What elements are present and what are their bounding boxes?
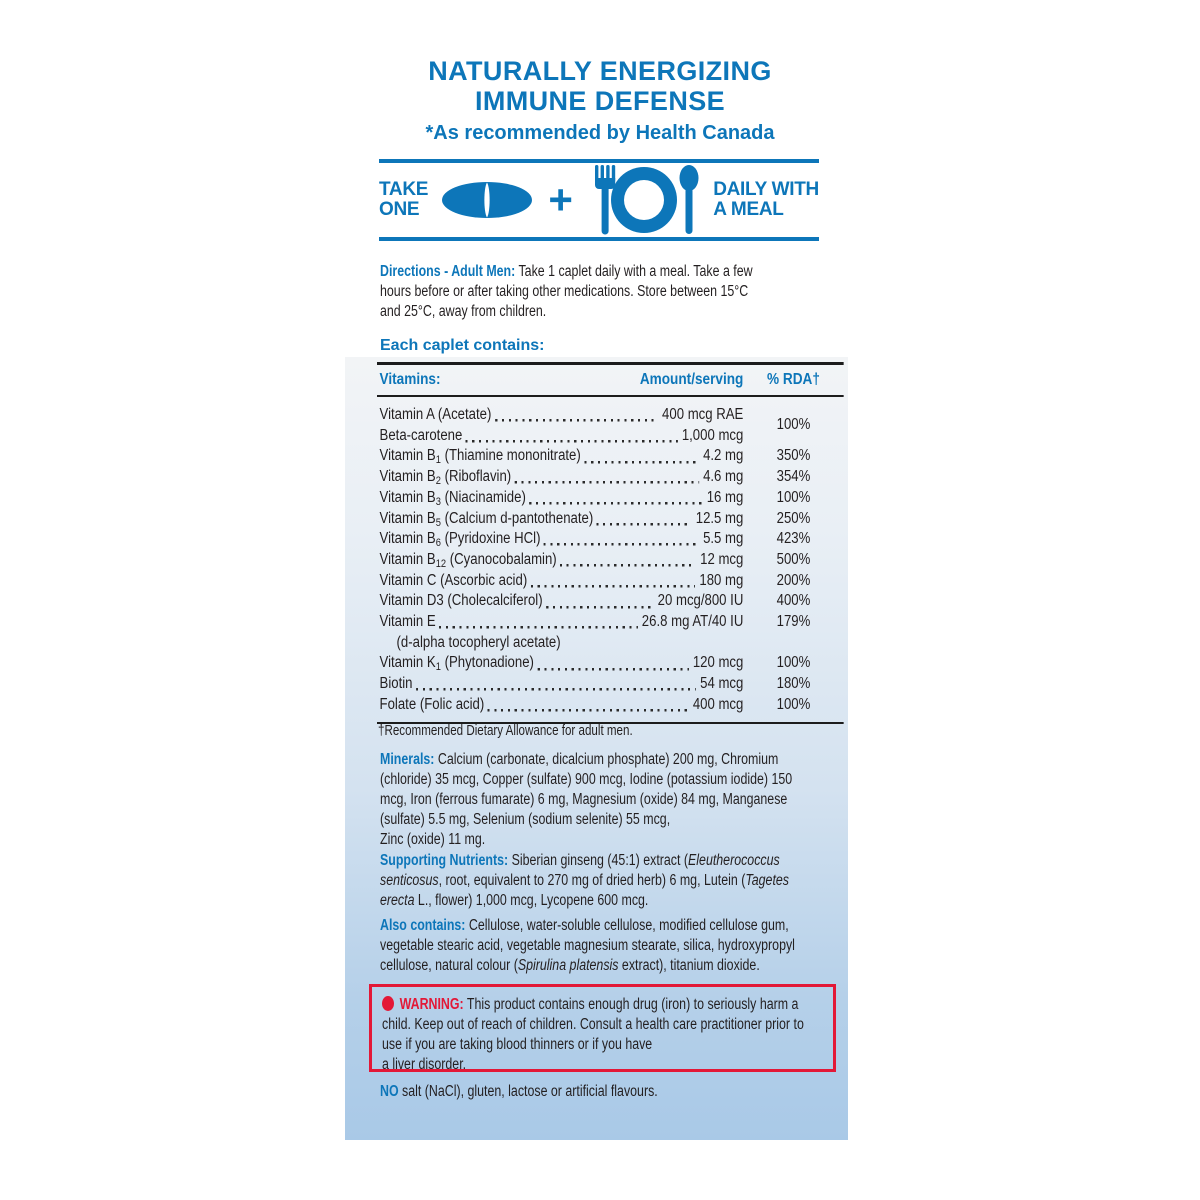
table-row (380, 695, 844, 716)
dot-leader (546, 597, 653, 612)
vitamins-rows (377, 397, 844, 722)
table-row (380, 653, 844, 674)
take-one-label: TAKE ONE (379, 179, 429, 220)
nutrient-name: Folate (Folic acid) (379, 695, 485, 713)
nutrient-rda: 180% (776, 675, 811, 693)
minerals-paragraph: Minerals: Calcium (carbonate, dicalcium phosphate) 200 mg, Chromium (chloride) 35 mcg, Copper (sulfate) 900 mcg, Iodine (potassium iodide) 150 mcg, Iron (ferrous fumarate) 6 mg, Magnesium (oxide) 84 mg, Manganese (sulfate) 5.5 mg, Selenium (sodium selenite) 55 mcg, Zinc (oxide) 11 mg. (380, 751, 793, 848)
nutrient-amount: 400 mcg (692, 695, 744, 713)
warning-box (369, 984, 836, 1072)
nutrient-note: (d-alpha tocopheryl acetate) (396, 633, 561, 651)
table-row (380, 488, 844, 509)
dosage-banner (379, 159, 819, 241)
nutrient-amount: 5.5 mg (703, 530, 744, 548)
table-row (380, 612, 844, 653)
nutrient-name: Vitamin $B_2$ (Riboflavin) (379, 468, 512, 488)
nutrient-rda: 100% (776, 416, 811, 434)
column-header-rda: % RDA† (767, 371, 820, 388)
table-row (380, 674, 844, 695)
nutrient-rda: 423% (776, 530, 811, 548)
nutrient-name: Biotin (379, 675, 413, 693)
table-row (380, 446, 844, 467)
nutrient-amount: 20 mcg/800 IU (657, 592, 744, 610)
column-header-amount: Amount/serving (639, 371, 744, 388)
nutrient-name: Vitamin C (Ascorbic acid) (379, 571, 528, 589)
dot-leader (597, 514, 692, 529)
nutrient-rda: 500% (776, 550, 811, 568)
nutrient-amount: 1,000 mcg (681, 426, 744, 444)
table-row (380, 405, 844, 446)
nutrient-name: Vitamin $K_1$ (Phytonadione) (379, 654, 534, 674)
meal-plate-icon (587, 165, 701, 235)
dot-leader (488, 701, 689, 716)
table-row (380, 529, 844, 550)
nutrient-rda: 100% (776, 654, 811, 672)
nutrient-name: Beta-carotene (379, 426, 463, 444)
nutrient-amount: 16 mg (706, 488, 744, 506)
no-claims-line: NO salt (NaCl), gluten, lactose or artificial flavours. (380, 1083, 658, 1100)
nutrient-name: Vitamin $B_1$ (Thiamine mononitrate) (379, 447, 581, 467)
dot-leader (537, 659, 688, 674)
nutrient-rda: 354% (776, 468, 811, 486)
dot-leader (584, 452, 699, 467)
vitamins-header-row (377, 365, 844, 395)
product-claim-title (0, 56, 1200, 116)
dot-leader (466, 431, 678, 446)
table-row (380, 509, 844, 530)
rda-footnote: †Recommended Dietary Allowance for adult men. (378, 723, 633, 739)
nutrient-rda: 350% (776, 447, 811, 465)
nutrient-amount: 12.5 mg (695, 509, 744, 527)
table-row (380, 571, 844, 592)
nutrient-name: Vitamin $B_5$ (Calcium d-pantothenate) (379, 509, 594, 529)
directions-paragraph: Directions - Adult Men: Take 1 caplet daily with a meal. Take a few hours before or after taking other medications. Store between 15°C and 25°C, away from children. (380, 263, 753, 320)
supporting-nutrients-paragraph: Supporting Nutrients: Siberian ginseng (45:1) extract (Eleutherococcus senticosus, root, equivalent to 270 mg of dried herb) 6 mg, Lutein (Tagetes erecta L., flower) 1,000 mcg, Lycopene 600 mcg. (380, 852, 789, 909)
nutrient-name: Vitamin E (379, 613, 436, 631)
subtitle-health-canada: *As recommended by Health Canada (425, 122, 775, 144)
title-line-1: NATURALLY ENERGIZING (428, 56, 772, 86)
caplet-icon (440, 180, 534, 220)
each-caplet-heading: Each caplet contains: (380, 337, 545, 354)
nutrient-name: Vitamin D3 (Cholecalciferol) (379, 592, 543, 610)
dot-leader (560, 556, 696, 571)
title-line-2: IMMUNE DEFENSE (474, 86, 726, 116)
dot-leader (515, 473, 699, 488)
dot-leader (544, 535, 699, 550)
nutrient-rda: 250% (776, 509, 811, 527)
table-row (380, 467, 844, 488)
nutrient-amount: 26.8 mg AT/40 IU (641, 613, 744, 631)
vitamins-table (377, 362, 926, 724)
nutrient-rda: 100% (776, 488, 811, 506)
nutrient-rda: 179% (776, 613, 811, 631)
nutrient-amount: 120 mcg (692, 654, 744, 672)
dot-leader (439, 618, 637, 633)
column-header-vitamins: Vitamins: (379, 371, 441, 388)
nutrient-amount: 400 mcg RAE (662, 406, 744, 423)
table-row (380, 591, 844, 612)
nutrient-amount: 54 mcg (700, 675, 744, 693)
warning-dot-icon (382, 996, 394, 1011)
warning-paragraph: WARNING: This product contains enough drug (iron) to seriously harm a child. Keep out of reach of children. Consult a health care practitioner prior to use if you are taking blood thinners or if you have a liver disorder. (382, 996, 804, 1073)
nutrient-amount: 12 mcg (700, 550, 744, 568)
daily-with-meal-label: DAILY WITH A MEAL (713, 179, 819, 220)
nutrient-rda: 100% (776, 695, 811, 713)
nutrient-rda: 200% (776, 571, 811, 589)
nutrient-rda: 400% (776, 592, 811, 610)
nutrient-amount: 4.2 mg (703, 447, 744, 465)
dot-leader (531, 576, 696, 591)
dot-leader (495, 411, 658, 426)
nutrient-name: Vitamin $B_3$ (Niacinamide) (379, 488, 526, 508)
dot-leader (416, 680, 696, 695)
nutrient-name: Vitamin $B_6$ (Pyridoxine HCl) (379, 530, 541, 550)
dot-leader (529, 494, 702, 509)
plus-sign: + (548, 176, 573, 223)
plate-icon (611, 167, 677, 233)
nutrient-amount: 4.6 mg (703, 468, 744, 486)
spoon-icon (680, 165, 699, 234)
nutrient-name: Vitamin A (Acetate) (379, 406, 492, 423)
also-contains-paragraph: Also contains: Cellulose, water-soluble cellulose, modified cellulose gum, vegetable stearic acid, vegetable magnesium stearate, silica, hydroxypropyl cellulose, natural colour (Spirulina platensis extract), titanium dioxide. (380, 917, 795, 974)
nutrient-amount: 180 mg (699, 571, 744, 589)
nutrient-name: Vitamin $B_{12}$ (Cyanocobalamin) (379, 550, 557, 570)
table-row (380, 550, 844, 571)
